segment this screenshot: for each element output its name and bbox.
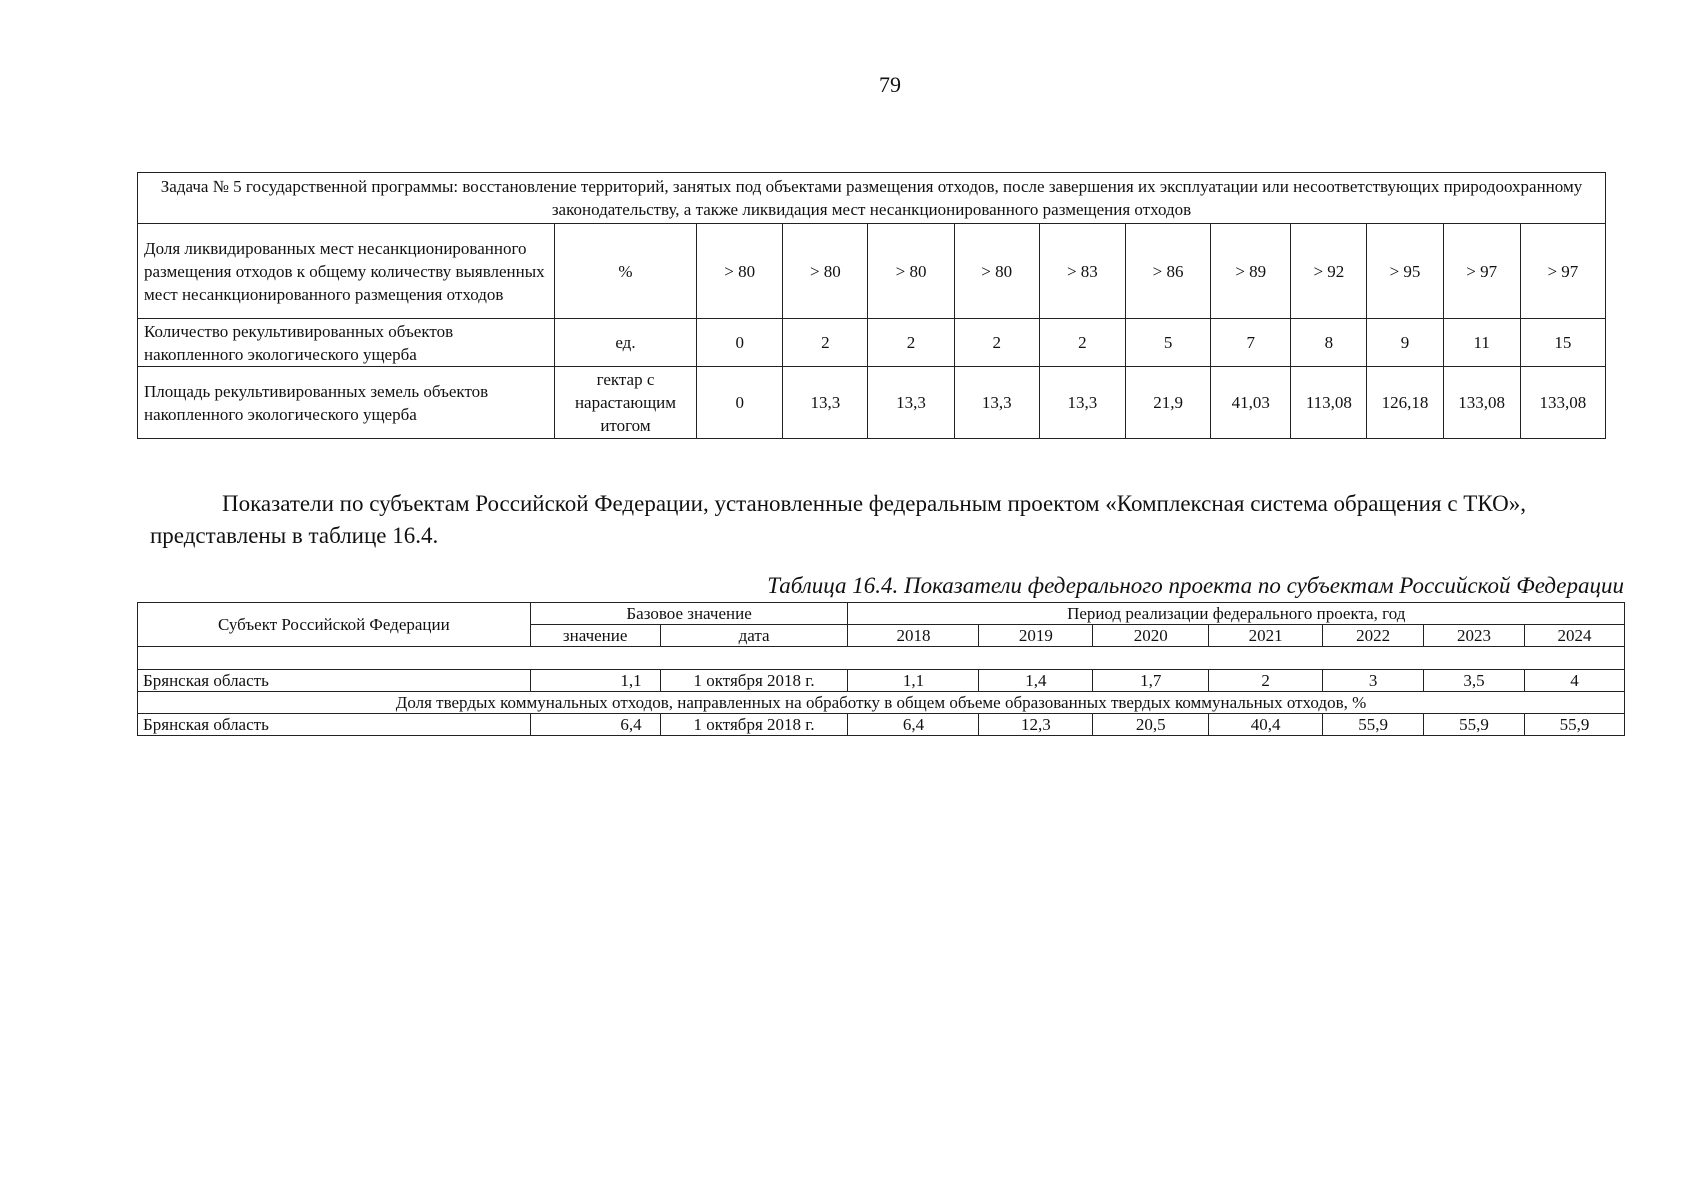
indicator-name: Количество рекультивированных объектов накопленного экологического ущерба — [138, 319, 555, 367]
value-cell: > 95 — [1367, 224, 1443, 319]
base-value-header: Базовое значение — [530, 603, 848, 625]
table-row — [138, 367, 1606, 439]
value-cell: 1,1 — [848, 670, 979, 692]
value-cell: 55,9 — [1323, 714, 1424, 736]
base-value-cell: 1,1 — [530, 670, 660, 692]
value-cell: 12,3 — [979, 714, 1093, 736]
year-header: 2022 — [1323, 625, 1424, 647]
value-cell: 2 — [954, 319, 1039, 367]
base-value-cell: 6,4 — [530, 714, 660, 736]
table-row — [138, 714, 1625, 736]
value-cell: 2 — [1039, 319, 1125, 367]
subject-header: Субъект Российской Федерации — [138, 603, 531, 647]
year-header: 2018 — [848, 625, 979, 647]
value-cell: > 80 — [868, 224, 954, 319]
value-cell: 13,3 — [954, 367, 1039, 439]
value-cell: 4 — [1524, 670, 1624, 692]
value-cell: 133,08 — [1443, 367, 1520, 439]
value-cell: 7 — [1211, 319, 1291, 367]
section-title: Доля твердых коммунальных отходов, направленных на обработку в общем объеме образованных твердых коммунальных отходов, % — [138, 692, 1625, 714]
value-cell: 9 — [1367, 319, 1443, 367]
indicator-unit: ед. — [554, 319, 696, 367]
table-caption: Таблица 16.4. Показатели федерального проекта по субъектам Российской Федерации — [767, 573, 1624, 598]
value-cell: 11 — [1443, 319, 1520, 367]
task-header: Задача № 5 государственной программы: восстановление территорий, занятых под объектами размещения отходов, после завершения их эксплуатации или несоответствующих природоохранному законодательству, а также ликвидация мест несанкционированного размещения отходов — [138, 173, 1606, 224]
value-cell: > 97 — [1520, 224, 1605, 319]
indicator-name: Доля ликвидированных мест несанкционированного размещения отходов к общему количеству выявленных мест несанкционированного размещения отходов — [138, 224, 555, 319]
value-cell: 13,3 — [868, 367, 954, 439]
base-date-cell: 1 октября 2018 г. — [660, 714, 848, 736]
subject-cell: Брянская область — [138, 714, 531, 736]
value-cell: > 80 — [783, 224, 868, 319]
indicator-unit: гектар с нарастающим итогом — [554, 367, 696, 439]
value-cell: > 89 — [1211, 224, 1291, 319]
year-header: 2023 — [1424, 625, 1525, 647]
value-cell: > 83 — [1039, 224, 1125, 319]
indicator-unit: % — [554, 224, 696, 319]
value-cell: 1,4 — [979, 670, 1093, 692]
page-number: 79 — [879, 72, 901, 97]
value-cell: 41,03 — [1211, 367, 1291, 439]
year-header: 2024 — [1524, 625, 1624, 647]
value-cell: 2 — [1209, 670, 1323, 692]
base-date-cell: 1 октября 2018 г. — [660, 670, 848, 692]
value-cell: 55,9 — [1524, 714, 1624, 736]
year-header: 2020 — [1093, 625, 1209, 647]
value-cell: 15 — [1520, 319, 1605, 367]
table-row — [138, 319, 1606, 367]
value-cell: 6,4 — [848, 714, 979, 736]
year-header: 2019 — [979, 625, 1093, 647]
regional-indicators-table — [137, 602, 1625, 736]
empty-section-row — [138, 647, 1625, 670]
value-cell: 2 — [783, 319, 868, 367]
value-cell: 1,7 — [1093, 670, 1209, 692]
value-cell: 0 — [697, 319, 783, 367]
value-cell: 21,9 — [1125, 367, 1210, 439]
table-row — [138, 670, 1625, 692]
value-cell: > 97 — [1443, 224, 1520, 319]
period-header: Период реализации федерального проекта, год — [848, 603, 1625, 625]
value-cell: 3 — [1323, 670, 1424, 692]
table-row — [138, 224, 1606, 319]
base-date-subheader: дата — [660, 625, 848, 647]
value-cell: > 86 — [1125, 224, 1210, 319]
value-cell: > 80 — [697, 224, 783, 319]
indicator-name: Площадь рекультивированных земель объектов накопленного экологического ущерба — [138, 367, 555, 439]
value-cell: > 92 — [1291, 224, 1367, 319]
value-cell: 20,5 — [1093, 714, 1209, 736]
value-cell: 113,08 — [1291, 367, 1367, 439]
value-cell: 8 — [1291, 319, 1367, 367]
value-cell: 40,4 — [1209, 714, 1323, 736]
value-cell: 2 — [868, 319, 954, 367]
value-cell: 3,5 — [1424, 670, 1525, 692]
indicators-table — [137, 172, 1606, 439]
value-cell: 55,9 — [1424, 714, 1525, 736]
base-value-subheader: значение — [530, 625, 660, 647]
value-cell: 13,3 — [783, 367, 868, 439]
value-cell: > 80 — [954, 224, 1039, 319]
value-cell: 5 — [1125, 319, 1210, 367]
body-paragraph: Показатели по субъектам Российской Федерации, установленные федеральным проектом «Комплексная система обращения с ТКО», представлены в таблице 16.4. — [150, 491, 1526, 548]
year-header: 2021 — [1209, 625, 1323, 647]
value-cell: 0 — [697, 367, 783, 439]
subject-cell: Брянская область — [138, 670, 531, 692]
value-cell: 13,3 — [1039, 367, 1125, 439]
value-cell: 133,08 — [1520, 367, 1605, 439]
value-cell: 126,18 — [1367, 367, 1443, 439]
